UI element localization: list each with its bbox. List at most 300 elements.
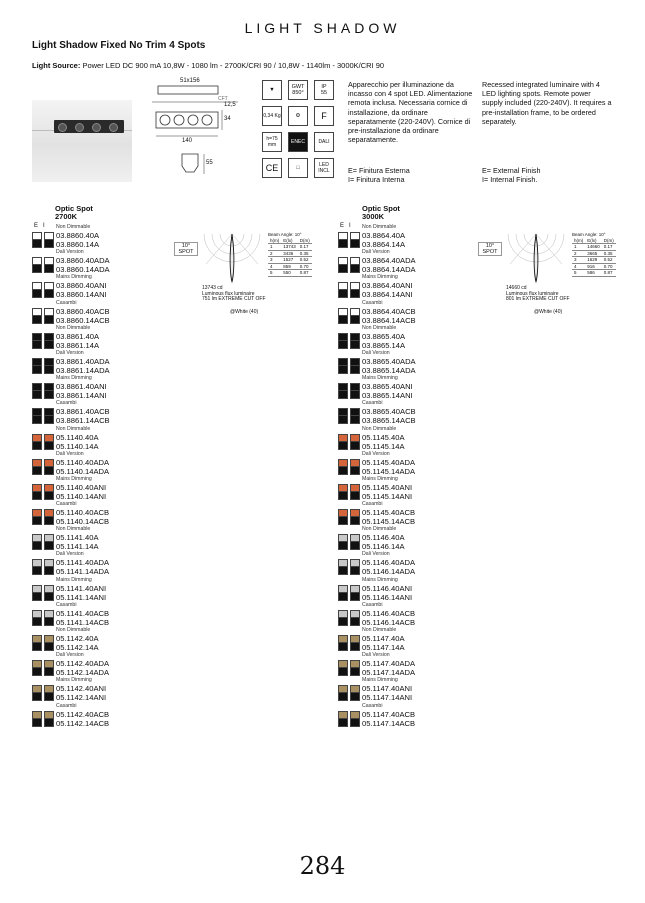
- code-pair: [338, 483, 478, 501]
- spot-badge: 10° SPOT: [478, 242, 502, 256]
- code-pair: [338, 508, 478, 526]
- finish-swatch: [338, 541, 348, 550]
- dimming-group-label: Non Dimmable: [56, 324, 91, 331]
- finish-swatch: [350, 667, 360, 676]
- product-code: 03.8865.40ANI: [362, 382, 413, 392]
- product-code: 05.1145.14A: [362, 441, 405, 451]
- weight-icon: 0,34 Kg: [262, 106, 282, 126]
- code-pair: [32, 281, 172, 299]
- led-incl-icon: LED INCL: [314, 158, 334, 178]
- beam-table-cell: 1629: [585, 257, 602, 264]
- finish-swatch: [338, 415, 348, 424]
- product-code: 05.1141.40ANI: [56, 583, 107, 593]
- finish-swatch: [32, 365, 42, 374]
- dimming-group-label: Non Dimmable: [362, 526, 397, 533]
- dimming-group-label: Dali Version: [362, 652, 390, 659]
- finish-swatch: [32, 516, 42, 525]
- code-pair: [338, 558, 478, 576]
- luminous-flux: 13743 cd Luminous flux luminaire 751 lm EXTREME CUT OFF: [202, 285, 266, 302]
- finish-swatch: [32, 340, 42, 349]
- product-code: 05.1140.40ADA: [56, 457, 110, 467]
- light-source-text: Power LED DC 900 mA 10,8W - 1080 lm - 2700K/CRI 90 / 10,8W - 1140lm - 3000K/CRI 90: [82, 61, 385, 70]
- ei-header: E I: [34, 223, 45, 229]
- dimming-group-label: Dali Version: [56, 249, 84, 256]
- product-code: 05.1147.40ACB: [362, 709, 416, 719]
- beam-table-cell: 5: [268, 270, 281, 277]
- product-code: 03.8865.40ACB: [362, 407, 416, 417]
- product-code: 05.1141.14ANI: [56, 592, 107, 602]
- dim-d4: 55: [206, 160, 213, 166]
- product-code: 05.1145.40ACB: [362, 508, 416, 518]
- light-source-label: Light Source:: [32, 61, 81, 70]
- finish-swatch: [32, 642, 42, 651]
- finish-swatch: [338, 667, 348, 676]
- product-code: 05.1147.14ADA: [362, 668, 416, 678]
- code-pair: [338, 684, 478, 702]
- finish-swatch: [350, 617, 360, 626]
- dimming-group-label: Casambi: [362, 299, 383, 306]
- dimming-group-label: Casambi: [56, 400, 77, 407]
- dimming-group-label: Mains Dimming: [56, 677, 92, 684]
- spot-badge: 10° SPOT: [174, 242, 198, 256]
- beam-table-cell: 0.17: [298, 244, 312, 251]
- code-pair: [338, 433, 478, 451]
- product-code: 05.1141.40ACB: [56, 608, 110, 618]
- page-number: 284: [299, 852, 346, 880]
- code-pair: [32, 307, 172, 325]
- finish-swatch: [338, 289, 348, 298]
- description-english: Recessed integrated luminaire with 4 LED lighting spots. Remote power supply included (220-240V). It requires a pre-installation frame, to be ordered separately.: [482, 80, 612, 126]
- dimming-group-label: Non Dimmable: [362, 627, 397, 633]
- dimming-group-label: Non Dimmable: [56, 425, 91, 432]
- beam-table-cell: 1: [572, 244, 585, 251]
- finish-swatch: [44, 667, 54, 676]
- product-code: 03.8865.14A: [362, 340, 406, 350]
- product-code: 03.8861.40ACB: [56, 407, 110, 417]
- finish-swatch: [338, 566, 348, 575]
- product-code: 03.8865.14ADA: [362, 365, 416, 375]
- code-pair: [32, 483, 172, 501]
- product-code: 03.8861.14A: [56, 340, 100, 350]
- product-code: 05.1145.14ADA: [362, 466, 416, 476]
- finish-swatch: [338, 592, 348, 601]
- beam-table-cell: 0.87: [298, 270, 312, 277]
- product-code: 03.8860.40ACB: [56, 306, 110, 316]
- code-pair: [338, 458, 478, 476]
- finish-swatch: [32, 566, 42, 575]
- product-photo: [32, 100, 132, 182]
- finish-swatch: [338, 264, 348, 273]
- dali-icon: DALI: [314, 132, 334, 152]
- finish-swatch: [44, 365, 54, 374]
- beam-table-cell: 4: [268, 264, 281, 271]
- dimming-group-label: Mains Dimming: [362, 475, 398, 482]
- product-code: 03.8864.40ANI: [362, 281, 413, 291]
- finish-swatch: [32, 315, 42, 324]
- product-code: 03.8861.14ACB: [56, 416, 110, 426]
- product-code: 03.8864.14ANI: [362, 290, 413, 300]
- dimming-group-label: Non Dimmable: [362, 324, 397, 331]
- product-code: 03.8860.14ANI: [56, 290, 107, 300]
- product-code: 03.8861.40A: [56, 331, 100, 341]
- enec-icon: ENEC: [288, 132, 308, 152]
- luminaire-body: [54, 120, 124, 133]
- dimming-group-label: Dali Version: [362, 249, 390, 256]
- dimming-group-label: Mains Dimming: [362, 677, 398, 684]
- dimming-group-label: Casambi: [56, 501, 77, 508]
- product-code: 05.1140.14ACB: [56, 517, 110, 527]
- optic-header-3000: Optic Spot 3000K: [362, 204, 400, 221]
- dimming-group-label: Casambi: [56, 601, 77, 608]
- product-code: 05.1146.40ANI: [362, 583, 413, 593]
- product-code: 03.8860.14A: [56, 240, 100, 249]
- finish-swatch: [338, 718, 348, 727]
- code-pair: [338, 659, 478, 677]
- code-list-2700: [32, 224, 172, 728]
- dimming-group-label: Casambi: [362, 501, 383, 508]
- finish-swatch: [350, 642, 360, 651]
- ei-header: E I: [340, 223, 351, 229]
- beam-table-cell: 550: [281, 270, 298, 277]
- finish-swatch: [338, 642, 348, 651]
- dimming-group-label: Mains Dimming: [362, 274, 398, 281]
- product-code: 05.1140.14ANI: [56, 491, 107, 501]
- beam-table-cell: 859: [281, 264, 298, 271]
- product-code: 05.1141.14ADA: [56, 567, 110, 577]
- product-code: 05.1145.14ANI: [362, 491, 413, 501]
- product-code: 03.8860.14ACB: [56, 315, 110, 325]
- finish-swatch: [338, 516, 348, 525]
- product-code: 03.8864.14A: [362, 240, 406, 249]
- beam-table-cell: 13743: [283, 244, 296, 249]
- dimming-group-label: Mains Dimming: [56, 274, 92, 281]
- product-code: 05.1140.40A: [56, 432, 99, 442]
- product-code: 03.8864.14ADA: [362, 265, 416, 275]
- product-code: 03.8861.40ADA: [56, 356, 110, 366]
- beam-table-cell: 1: [268, 244, 281, 251]
- finish-swatch: [338, 239, 348, 248]
- product-code: 03.8860.40A: [56, 231, 100, 240]
- product-title: Light Shadow Fixed No Trim 4 Spots: [32, 40, 206, 51]
- finish-swatch: [44, 466, 54, 475]
- product-code: 05.1146.14ACB: [362, 617, 416, 627]
- beam-table-cell: 2: [572, 251, 585, 258]
- dimming-group-label: Casambi: [362, 702, 383, 709]
- finish-swatch: [32, 592, 42, 601]
- finish-swatch: [338, 340, 348, 349]
- beam-table-cell: 0.52: [298, 257, 312, 264]
- beam-table-header: D(m): [603, 237, 614, 243]
- dimming-group-label: Mains Dimming: [362, 375, 398, 382]
- product-code: 05.1142.40ACB: [56, 709, 110, 719]
- finish-swatch: [32, 466, 42, 475]
- product-code: 05.1146.40ACB: [362, 608, 416, 618]
- light-source: [32, 61, 384, 70]
- ce-icon: CE: [262, 158, 282, 178]
- finish-swatch: [44, 718, 54, 727]
- beam-table-cell: 0.17: [602, 244, 616, 251]
- dimming-group-label: Non Dimmable: [56, 526, 91, 533]
- dimming-group-label: Mains Dimming: [56, 475, 92, 482]
- product-code: 05.1145.40ADA: [362, 457, 416, 467]
- finish-swatch: [44, 264, 54, 273]
- finish-swatch: [44, 415, 54, 424]
- product-code: 03.8860.40ADA: [56, 256, 110, 266]
- dimming-group-label: Non Dimmable: [362, 224, 397, 230]
- product-code: 05.1140.40ANI: [56, 482, 107, 492]
- product-code: 05.1142.40ANI: [56, 684, 107, 694]
- code-pair: [32, 357, 172, 375]
- code-pair: [338, 584, 478, 602]
- product-code: 03.8861.14ADA: [56, 365, 110, 375]
- beam-table-cell: 5: [572, 270, 585, 277]
- product-code: 05.1145.40ANI: [362, 482, 413, 492]
- code-pair: [338, 231, 478, 249]
- product-code: 05.1141.14A: [56, 542, 99, 552]
- beam-table-cell: 4: [572, 264, 585, 271]
- code-pair: [338, 382, 478, 400]
- dimming-group-label: Casambi: [56, 299, 77, 306]
- finish-swatch: [44, 491, 54, 500]
- code-pair: [338, 609, 478, 627]
- dim-d1: 12,5: [224, 102, 236, 108]
- product-code: 05.1146.14ANI: [362, 592, 413, 602]
- technical-drawing: [148, 78, 278, 188]
- brand-title: LIGHT SHADOW: [244, 20, 401, 36]
- finish-swatch: [338, 466, 348, 475]
- beam-table-cell: 586: [585, 270, 602, 277]
- code-pair: [32, 256, 172, 274]
- finish-swatch: [32, 718, 42, 727]
- finish-swatch: [32, 692, 42, 701]
- finish-swatch: [44, 566, 54, 575]
- beam-table-header: E(lx): [585, 238, 602, 245]
- finish-swatch: [350, 365, 360, 374]
- beam-note: @White (40): [534, 309, 563, 315]
- finish-swatch: [32, 239, 42, 248]
- code-pair: [32, 231, 172, 249]
- product-code: 05.1147.40A: [362, 634, 405, 643]
- finish-swatch: [44, 642, 54, 651]
- description-italian: Apparecchio per illuminazione da incasso con 4 spot LED. Alimentazione remota inclusa. Necessaria cornice di installazione, da ordinare separatamente (220-240V). Cornice di pre-installazione da ordinare separatamente.: [348, 80, 473, 145]
- square-icon: □: [288, 158, 308, 178]
- finish-swatch: [338, 617, 348, 626]
- code-pair: [32, 533, 172, 551]
- code-pair: [338, 256, 478, 274]
- product-code: 05.1146.40A: [362, 533, 405, 543]
- product-code: 05.1141.40ADA: [56, 558, 110, 568]
- code-pair: [32, 584, 172, 602]
- distance-icon: h=75 mm: [262, 132, 282, 152]
- product-code: 05.1142.40ADA: [56, 659, 110, 669]
- finish-swatch: [350, 491, 360, 500]
- finish-swatch: [350, 315, 360, 324]
- beam-table-cell: 0.35: [602, 251, 616, 258]
- finish-swatch: [44, 516, 54, 525]
- code-pair: [338, 281, 478, 299]
- product-code: 03.8864.40A: [362, 231, 406, 240]
- finish-legend-en: E= External Finish I= Internal Finish.: [482, 166, 541, 185]
- product-code: 03.8861.14ANI: [56, 391, 107, 401]
- product-code: 05.1147.40ANI: [362, 684, 413, 694]
- dimming-group-label: Casambi: [362, 400, 383, 407]
- finish-swatch: [44, 390, 54, 399]
- finish-swatch: [32, 415, 42, 424]
- code-pair: [338, 533, 478, 551]
- dimming-group-label: Non Dimmable: [56, 627, 91, 633]
- product-code: 05.1147.14A: [362, 643, 405, 652]
- finish-swatch: [32, 491, 42, 500]
- finish-swatch: [32, 264, 42, 273]
- product-code: 05.1145.14ACB: [362, 517, 416, 527]
- product-code: 05.1141.14ACB: [56, 617, 110, 627]
- product-code: 03.8864.14ACB: [362, 315, 416, 325]
- product-code: 03.8860.40ANI: [56, 281, 107, 291]
- beam-table-cell: 2: [268, 251, 281, 258]
- finish-swatch: [44, 340, 54, 349]
- wiring-icon: ⚙: [288, 106, 308, 126]
- code-pair: [32, 710, 172, 728]
- beam-table-2700: Beam Angle: 10° h(m) E(lx) D(m) 1 13743 0.17 2 3436 0.35 3 1527 0.52 4 859 0.70 5 550 0.87: [268, 232, 310, 275]
- product-code: 03.8865.40ADA: [362, 356, 416, 366]
- beam-table-cell: 14660: [587, 244, 600, 249]
- product-code: 05.1142.14ANI: [56, 693, 107, 703]
- beam-table-header: h(m): [270, 237, 280, 243]
- finish-swatch: [350, 239, 360, 248]
- product-code: 05.1147.40ADA: [362, 659, 416, 669]
- product-code: 05.1146.40ADA: [362, 558, 416, 568]
- finish-swatch: [44, 541, 54, 550]
- product-code: 05.1140.14ADA: [56, 466, 110, 476]
- finish-swatch: [350, 264, 360, 273]
- product-code: 05.1147.14ACB: [362, 718, 416, 728]
- finish-swatch: [32, 441, 42, 450]
- finish-swatch: [338, 315, 348, 324]
- beam-table-cell: 3665: [585, 251, 602, 258]
- product-code: 05.1145.40A: [362, 432, 405, 442]
- finish-swatch: [350, 289, 360, 298]
- beam-table-3000: Beam Angle: 10° h(m) E(lx) D(m) 1 14660 0.17 2 3665 0.35 3 1629 0.52 4 916 0.70 5 586 0.87: [572, 232, 614, 275]
- dimming-group-label: Dali Version: [56, 652, 84, 659]
- finish-swatch: [32, 390, 42, 399]
- finish-legend-it: E= Finitura Esterna I= Finitura Interna: [348, 166, 410, 185]
- product-code: 05.1140.14A: [56, 441, 99, 451]
- finish-swatch: [350, 340, 360, 349]
- product-code: 05.1146.14A: [362, 542, 405, 552]
- finish-swatch: [44, 692, 54, 701]
- finish-swatch: [350, 390, 360, 399]
- beam-table-cell: 3436: [281, 251, 298, 258]
- dimming-group-label: Dali Version: [56, 551, 84, 558]
- product-code: 03.8864.40ADA: [362, 256, 416, 266]
- product-code: 05.1140.40ACB: [56, 508, 110, 518]
- finish-swatch: [44, 315, 54, 324]
- product-code: 03.8865.40A: [362, 331, 406, 341]
- finish-swatch: [338, 365, 348, 374]
- beam-table-cell: 1527: [281, 257, 298, 264]
- code-pair: [32, 407, 172, 425]
- beam-table-cell: 0.35: [298, 251, 312, 258]
- finish-swatch: [350, 718, 360, 727]
- beam-note: @White (40): [230, 309, 259, 315]
- beam-table-cell: 0.52: [602, 257, 616, 264]
- finish-swatch: [350, 415, 360, 424]
- dimming-group-label: Mains Dimming: [56, 375, 92, 382]
- beam-table-header: h(m): [574, 237, 584, 243]
- finish-swatch: [338, 390, 348, 399]
- code-pair: [32, 558, 172, 576]
- beam-table-cell: 3: [268, 257, 281, 264]
- dimming-group-label: Non Dimmable: [56, 224, 91, 230]
- ip-rating-icon: IP 55: [314, 80, 334, 100]
- dimming-group-label: Casambi: [362, 601, 383, 608]
- code-list-3000: [338, 224, 478, 728]
- product-code: 05.1142.14A: [56, 643, 99, 652]
- dim-cut: CFT: [218, 96, 228, 102]
- finish-swatch: [350, 692, 360, 701]
- optic-header-2700: Optic Spot 2700K: [55, 204, 93, 221]
- product-code: 03.8864.40ACB: [362, 306, 416, 316]
- beam-table-header: D(m): [299, 237, 310, 243]
- beam-table-cell: 916: [585, 264, 602, 271]
- f-mark-icon: F: [314, 106, 334, 126]
- dimming-group-label: Casambi: [56, 702, 77, 709]
- product-code: 05.1142.14ACB: [56, 718, 110, 728]
- code-pair: [32, 659, 172, 677]
- beam-table-cell: 0.87: [602, 270, 616, 277]
- finish-swatch: [350, 466, 360, 475]
- beam-table-cell: 0.70: [298, 264, 312, 271]
- product-code: 03.8860.14ADA: [56, 265, 110, 275]
- downlight-icon: ▼: [262, 80, 282, 100]
- dimming-group-label: Mains Dimming: [362, 576, 398, 583]
- finish-swatch: [44, 239, 54, 248]
- code-pair: [32, 609, 172, 627]
- product-code: 03.8865.14ANI: [362, 391, 413, 401]
- product-code: 05.1142.40A: [56, 634, 99, 643]
- luminous-flux: 14660 cd Luminous flux luminaire 801 lm EXTREME CUT OFF: [506, 285, 570, 302]
- dimming-group-label: Mains Dimming: [56, 576, 92, 583]
- code-pair: [32, 634, 172, 652]
- code-pair: [338, 357, 478, 375]
- code-pair: [32, 508, 172, 526]
- code-pair: [338, 710, 478, 728]
- code-pair: [338, 307, 478, 325]
- finish-swatch: [32, 541, 42, 550]
- code-pair: [338, 407, 478, 425]
- beam-table-cell: 0.70: [602, 264, 616, 271]
- dim-d2: 34: [224, 116, 231, 122]
- dimming-group-label: Dali Version: [56, 450, 84, 457]
- code-pair: [32, 684, 172, 702]
- product-code: 05.1146.14ADA: [362, 567, 416, 577]
- finish-swatch: [350, 441, 360, 450]
- product-code: 03.8861.40ANI: [56, 382, 107, 392]
- beam-table-cell: 3: [572, 257, 585, 264]
- finish-swatch: [44, 617, 54, 626]
- dimming-group-label: Dali Version: [362, 450, 390, 457]
- product-code: 03.8865.14ACB: [362, 416, 416, 426]
- finish-swatch: [44, 592, 54, 601]
- dim-top: 51x156: [180, 78, 200, 84]
- code-pair: [32, 332, 172, 350]
- finish-swatch: [32, 289, 42, 298]
- beam-table-header: E(lx): [281, 238, 298, 245]
- dim-d3: 140: [182, 138, 193, 144]
- dimming-group-label: Dali Version: [362, 551, 390, 558]
- finish-swatch: [32, 617, 42, 626]
- finish-swatch: [350, 592, 360, 601]
